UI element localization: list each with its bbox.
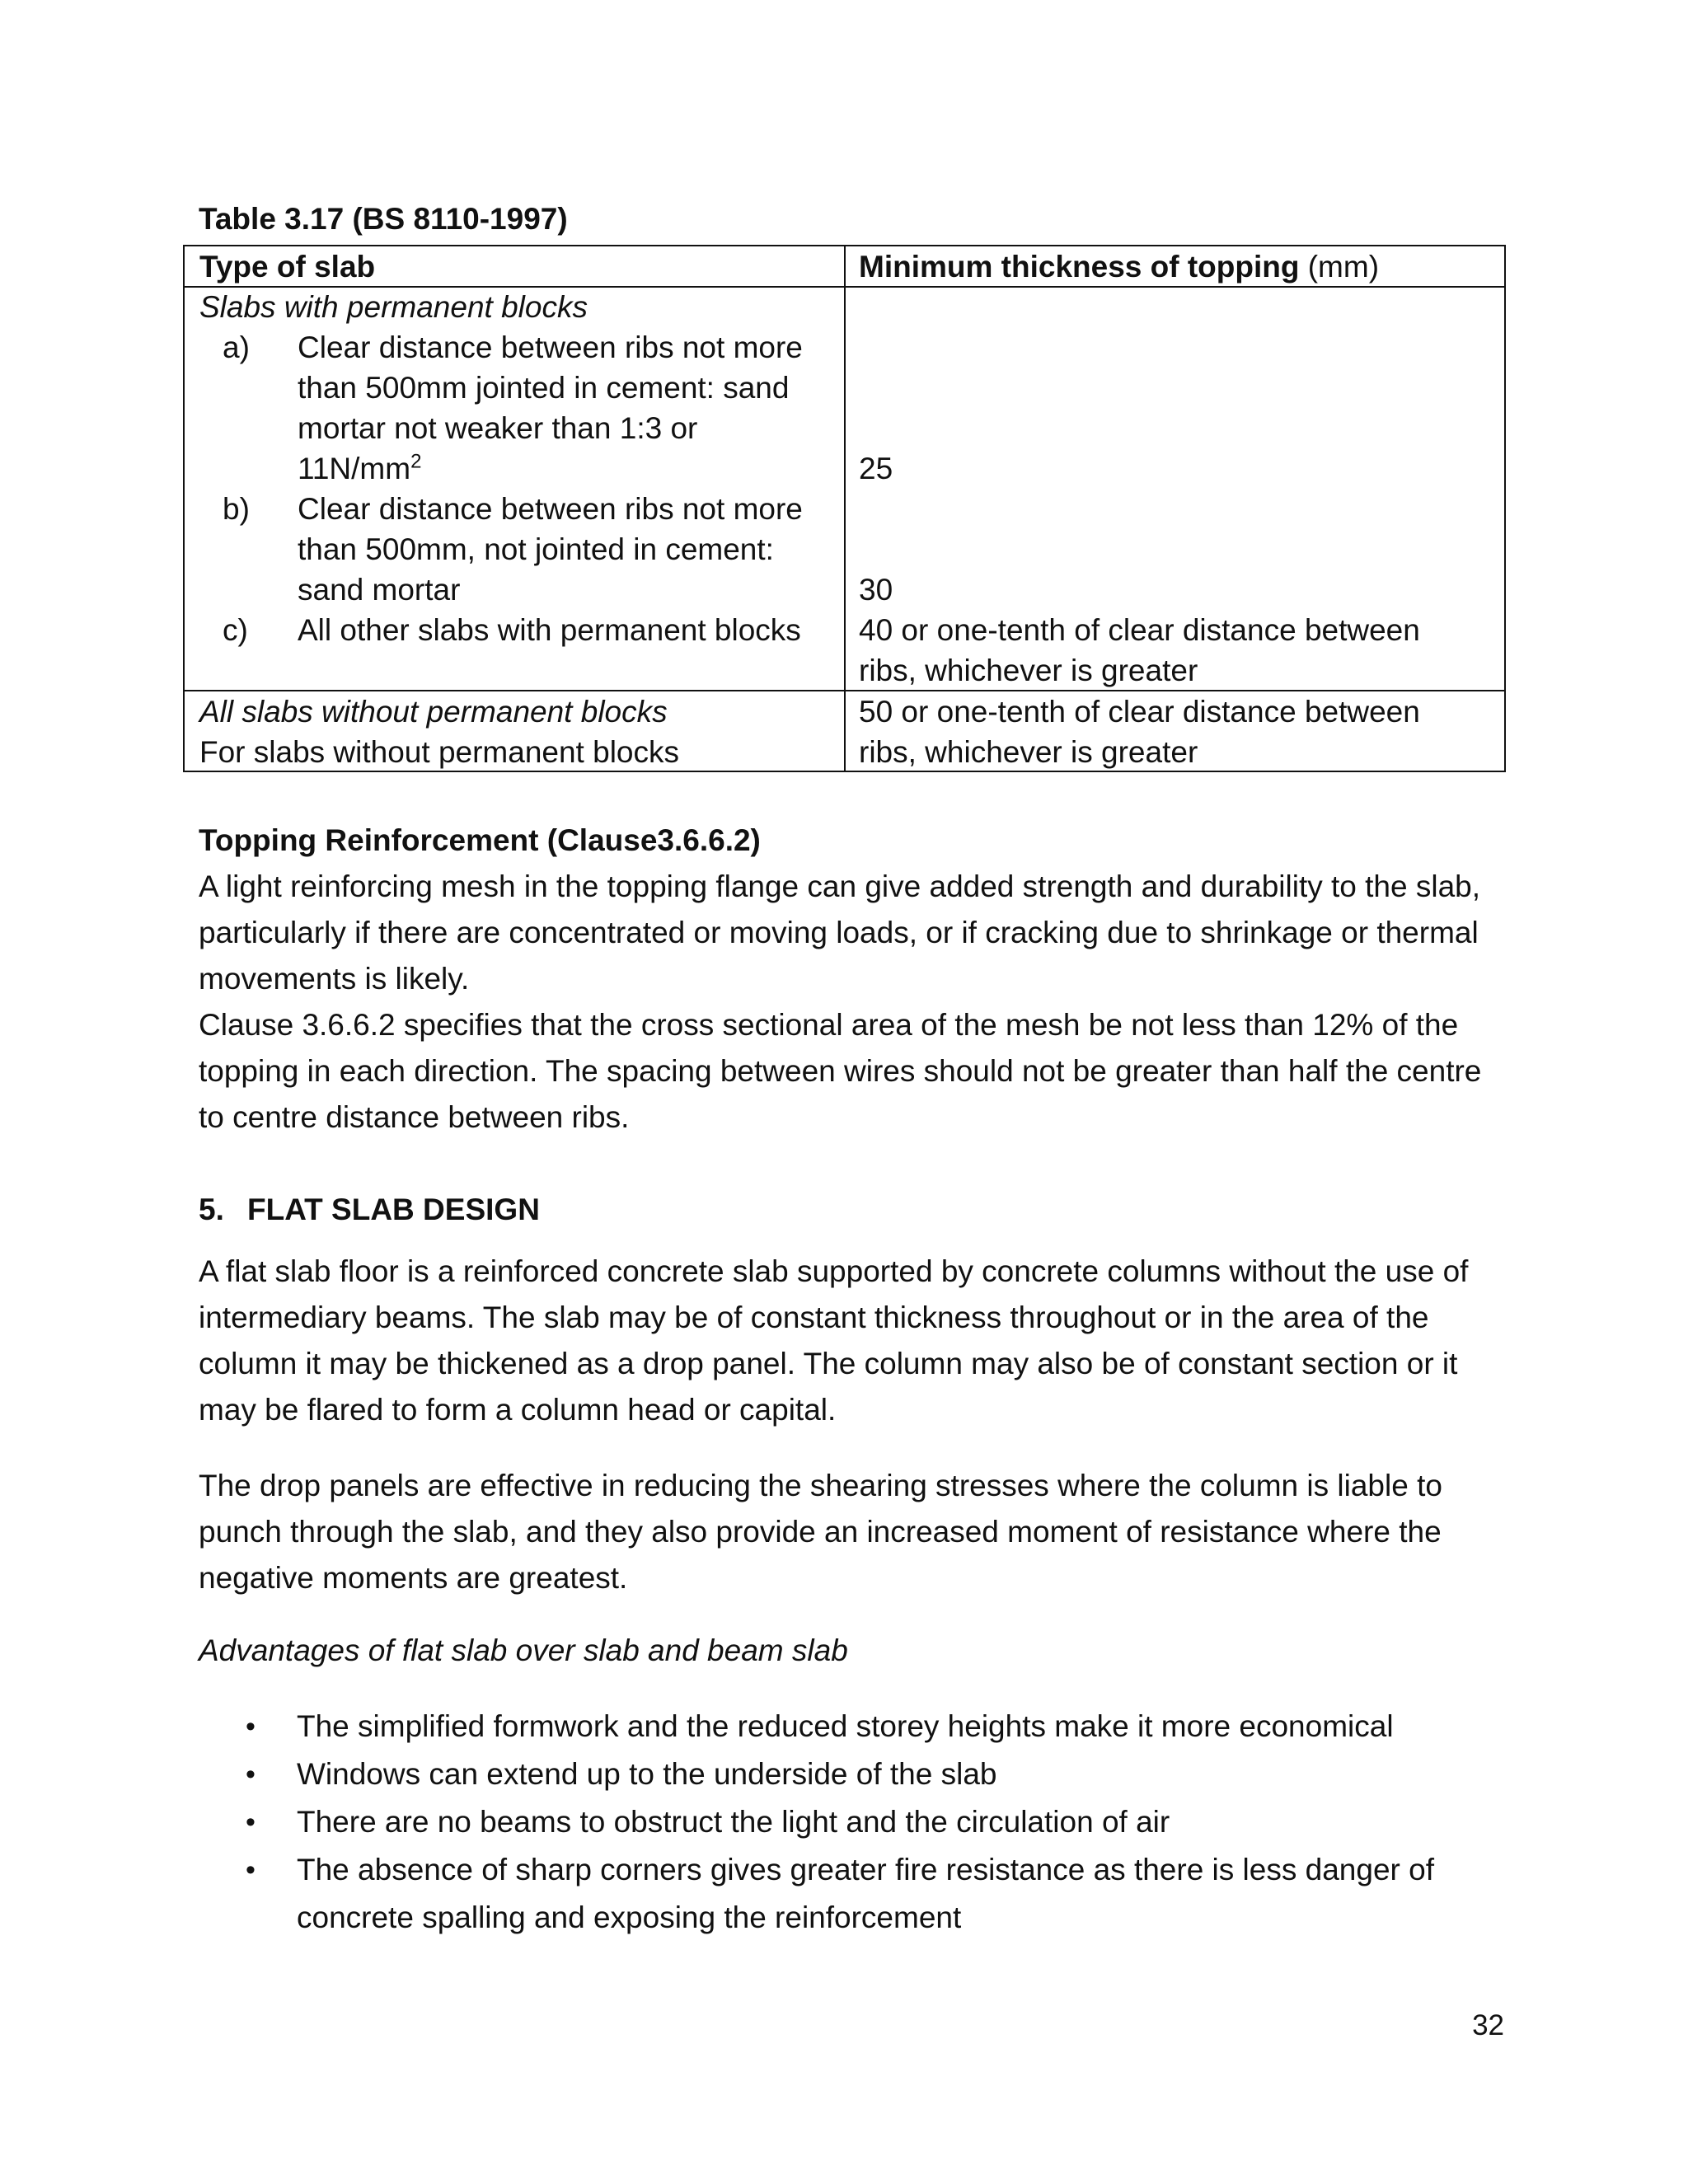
bullet-marker-1: • bbox=[246, 1711, 256, 1742]
section-title: FLAT SLAB DESIGN bbox=[247, 1193, 540, 1226]
row-a-line-4 bbox=[298, 448, 421, 489]
topping-heading: Topping Reinforcement (Clause3.6.6.2) bbox=[199, 823, 761, 857]
advantages-heading: Advantages of flat slab over slab and beam slab bbox=[199, 1633, 848, 1667]
row-without-text: For slabs without permanent blocks bbox=[199, 735, 679, 769]
flat-slab-paragraph-2 bbox=[199, 1463, 1517, 1601]
bullet-marker-3: • bbox=[246, 1807, 256, 1838]
bullet-item-4 bbox=[297, 1846, 1500, 1942]
row-marker-a: a) bbox=[223, 330, 250, 364]
topping-line-6: to centre distance between ribs. bbox=[199, 1100, 630, 1134]
group-label-without: All slabs without permanent blocks bbox=[199, 695, 668, 729]
topping-line-3: movements is likely. bbox=[199, 962, 470, 996]
header-min-thickness bbox=[859, 246, 1379, 287]
row-c-value-line-1: 40 or one-tenth of clear distance between bbox=[859, 613, 1420, 647]
bullet-marker-4: • bbox=[246, 1854, 256, 1886]
row-b-value: 30 bbox=[859, 573, 893, 607]
topping-line-5: topping in each direction. The spacing between wires should not be greater than half the centre bbox=[199, 1054, 1482, 1088]
page-number: 32 bbox=[1472, 2009, 1504, 2041]
row-c-line-1: All other slabs with permanent blocks bbox=[298, 613, 801, 647]
row-without-value-line-2: ribs, whichever is greater bbox=[859, 735, 1198, 769]
header-min-thickness-label: Minimum thickness of topping bbox=[859, 250, 1300, 284]
bullet-item-3: There are no beams to obstruct the light and the circulation of air bbox=[297, 1805, 1170, 1839]
para1-line-3: column it may be thickened as a drop panel. The column may also be of constant section or it bbox=[199, 1347, 1458, 1380]
group-label-permanent: Slabs with permanent blocks bbox=[199, 290, 588, 324]
table-column-divider bbox=[844, 246, 846, 771]
para1-line-1: A flat slab floor is a reinforced concrete slab supported by concrete columns without the use of bbox=[199, 1254, 1469, 1288]
row-marker-c: c) bbox=[223, 613, 248, 647]
flat-slab-paragraph-1 bbox=[199, 1249, 1517, 1433]
table-caption: Table 3.17 (BS 8110-1997) bbox=[199, 202, 568, 236]
row-a-line-3: mortar not weaker than 1:3 or bbox=[298, 411, 698, 445]
para2-line-2: punch through the slab, and they also provide an increased moment of resistance where the bbox=[199, 1515, 1442, 1549]
para1-line-4: may be flared to form a column head or capital. bbox=[199, 1393, 837, 1427]
row-b-line-2: than 500mm, not jointed in cement: bbox=[298, 532, 774, 566]
topping-thickness-table bbox=[183, 245, 1506, 772]
bullet-item-1: The simplified formwork and the reduced storey heights make it more economical bbox=[297, 1709, 1394, 1743]
topping-line-2: particularly if there are concentrated or moving loads, or if cracking due to shrinkage or thermal bbox=[199, 916, 1479, 949]
header-type-of-slab: Type of slab bbox=[199, 250, 376, 284]
topping-paragraph bbox=[199, 864, 1517, 1141]
row-without-value-line-1: 50 or one-tenth of clear distance between bbox=[859, 695, 1420, 729]
row-marker-b: b) bbox=[223, 492, 250, 526]
topping-line-4: Clause 3.6.6.2 specifies that the cross sectional area of the mesh be not less than 12% of the bbox=[199, 1008, 1459, 1042]
para2-line-1: The drop panels are effective in reducing the shearing stresses where the column is liable to bbox=[199, 1469, 1442, 1502]
bullet-item-4-line-2: concrete spalling and exposing the reinforcement bbox=[297, 1900, 962, 1934]
row-a-unit: 11N/mm bbox=[298, 452, 411, 485]
row-a-unit-superscript: 2 bbox=[410, 450, 422, 473]
header-unit: (mm) bbox=[1299, 250, 1380, 284]
section-number: 5. bbox=[199, 1193, 224, 1226]
row-c-value-line-2: ribs, whichever is greater bbox=[859, 654, 1198, 687]
row-b-line-1: Clear distance between ribs not more bbox=[298, 492, 803, 526]
row-a-value: 25 bbox=[859, 452, 893, 485]
bullet-item-4-line-1: The absence of sharp corners gives greater fire resistance as there is less danger of bbox=[297, 1853, 1434, 1886]
topping-line-1: A light reinforcing mesh in the topping flange can give added strength and durability to the slab, bbox=[199, 869, 1481, 903]
row-b-line-3: sand mortar bbox=[298, 573, 461, 607]
para2-line-3: negative moments are greatest. bbox=[199, 1561, 628, 1595]
row-a-line-2: than 500mm jointed in cement: sand bbox=[298, 371, 790, 405]
row-a-line-1: Clear distance between ribs not more bbox=[298, 330, 803, 364]
bullet-item-2: Windows can extend up to the underside of the slab bbox=[297, 1757, 997, 1791]
bullet-marker-2: • bbox=[246, 1759, 256, 1790]
para1-line-2: intermediary beams. The slab may be of constant thickness throughout or in the area of the bbox=[199, 1301, 1429, 1334]
